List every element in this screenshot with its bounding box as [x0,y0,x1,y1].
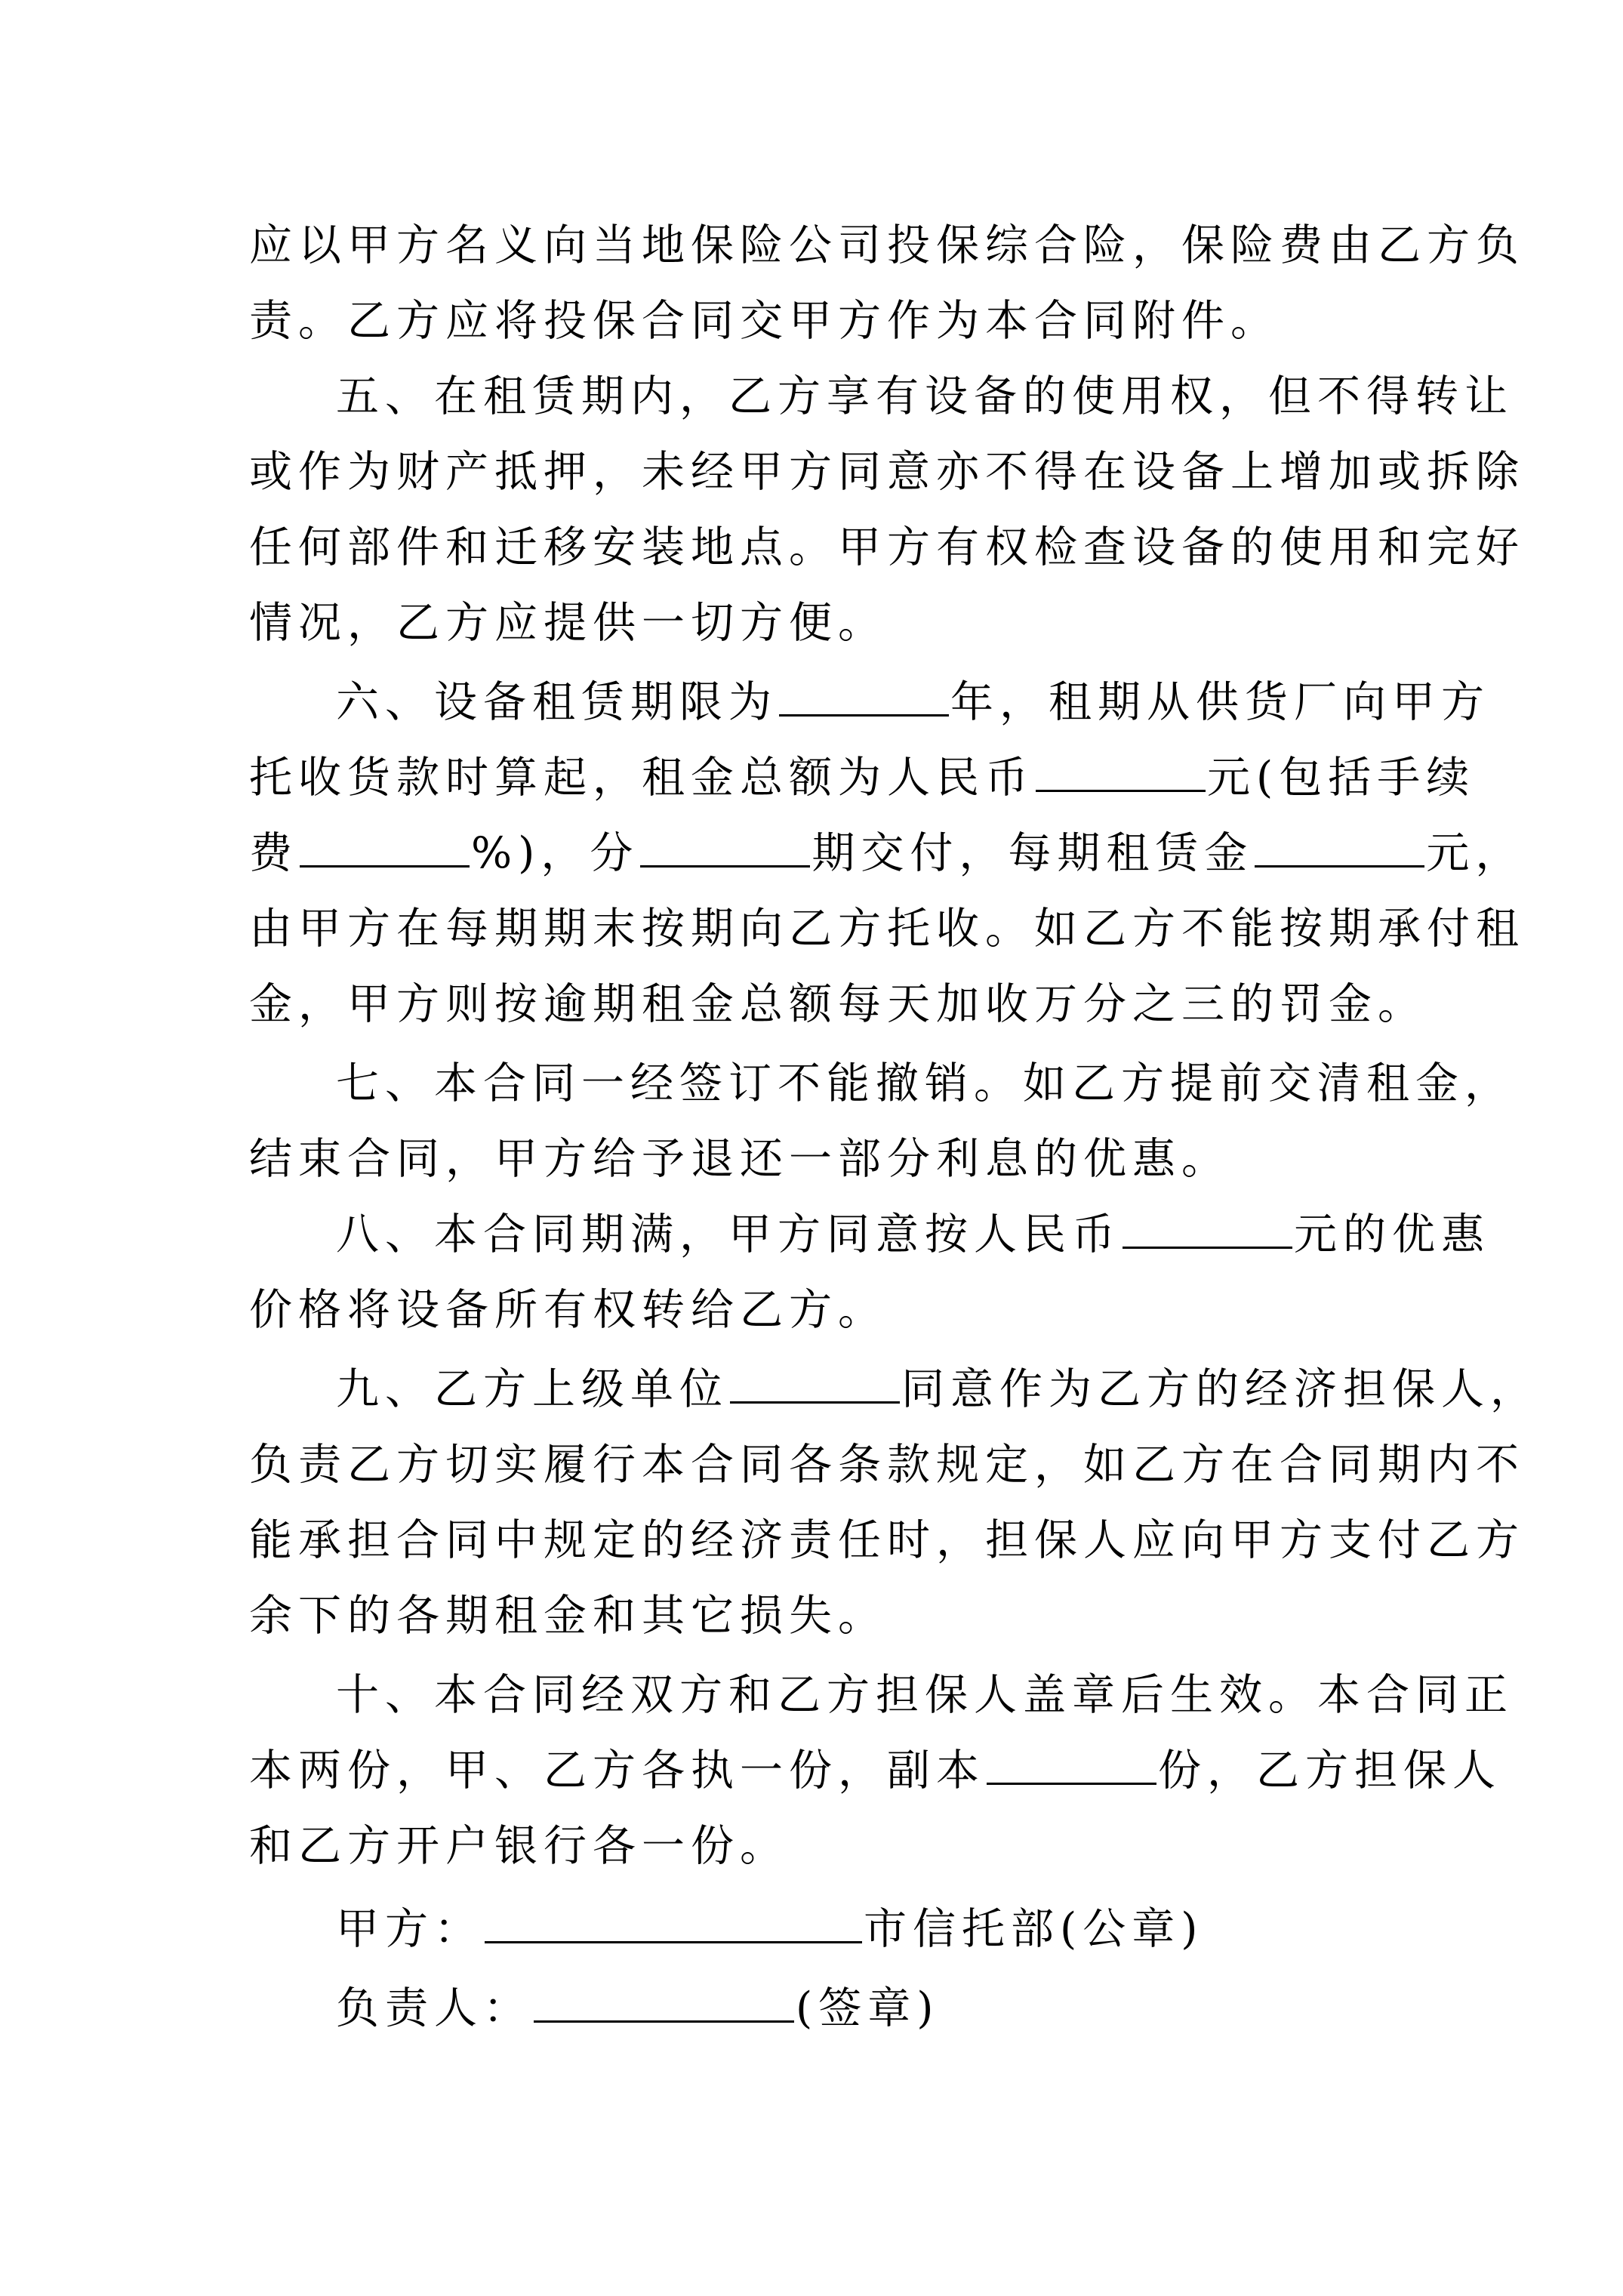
text-line [249,434,1525,510]
responsible-label: 负责人： [336,1983,532,2033]
text-span: 五、在租赁期内，乙方享有设备的使用权，但不得转让 [336,371,1514,421]
responsible-seal-label: (签章) [796,1983,940,2033]
text-line [249,1808,1397,1884]
text-line [249,891,1525,966]
party-a-label: 甲方： [336,1904,483,1954]
text-span: 同意作为乙方的经济担保人， [901,1364,1539,1414]
text-span: 十、本合同经双方和乙方担保人盖章后生效。本合同正 [336,1670,1514,1720]
clause-6-line [336,664,1490,740]
text-span: 应以甲方名义向当地保险公司投保综合险，保险费由乙方负 [249,220,1525,270]
text-line [249,1733,1501,1808]
text-line [249,1502,1525,1578]
text-span: 期交付，每期租赁金 [812,828,1254,878]
fill-in-blank [640,818,810,868]
clause-10-line [336,1657,1514,1733]
text-span: 费 [249,828,298,878]
text-span: %)，分 [471,828,639,878]
fill-in-blank [779,667,949,717]
party-a-signature-line [336,1891,1483,1967]
text-line [249,208,1525,283]
fill-in-blank [1123,1200,1292,1249]
party-a-seal-label: 市信托部(公章) [864,1904,1204,1954]
text-span: 结束合同，甲方给予退还一部分利息的优惠。 [249,1134,1230,1184]
text-line [249,966,1427,1042]
text-span: 八、本合同期满，甲方同意按人民币 [336,1210,1121,1259]
fill-in-blank [1255,818,1424,868]
text-line [249,1578,1397,1653]
text-line [249,585,1397,661]
text-line [249,815,1525,891]
fill-in-blank [485,1894,862,1943]
text-span: 余下的各期租金和其它损失。 [249,1591,887,1641]
text-line [249,1121,1397,1197]
text-span: 本两份，甲、乙方各执一份，副本 [249,1746,985,1795]
fill-in-blank [1036,743,1206,792]
text-span: 能承担合同中规定的经济责任时，担保人应向甲方支付乙方 [249,1515,1525,1565]
text-span: 由甲方在每期期末按期向乙方托收。如乙方不能按期承付租 [249,904,1525,954]
text-span: 元的优惠 [1294,1210,1490,1259]
fill-in-blank [730,1354,900,1404]
fill-in-blank [987,1736,1156,1785]
text-span: 情况，乙方应提供一切方便。 [249,598,887,648]
text-span: 元， [1426,828,1525,878]
text-line [249,1427,1525,1502]
clause-8-line [336,1197,1490,1272]
text-span: 九、乙方上级单位 [336,1364,728,1414]
text-span: 任何部件和迁移安装地点。甲方有权检查设备的使用和完好 [249,522,1525,572]
text-span: 托收货款时算起，租金总额为人民币 [249,753,1034,803]
responsible-signature-line [336,1971,1483,2046]
text-line [249,1272,1397,1348]
clause-7-line [336,1046,1514,1121]
fill-in-blank [300,818,470,868]
text-span: 六、设备租赁期限为 [336,677,778,727]
clause-9-line [336,1351,1539,1427]
text-span: 七、本合同一经签订不能撤销。如乙方提前交清租金， [336,1059,1514,1108]
text-span: 或作为财产抵押，未经甲方同意亦不得在设备上增加或拆除 [249,447,1525,497]
text-span: 金，甲方则按逾期租金总额每天加收万分之三的罚金。 [249,979,1427,1029]
text-span: 元(包括手续 [1207,753,1476,803]
text-line [249,510,1525,585]
text-span: 份，乙方担保人 [1158,1746,1501,1795]
text-line [249,740,1476,815]
text-line [249,283,1397,359]
fill-in-blank [534,1974,794,2023]
text-span: 和乙方开户银行各一份。 [249,1821,789,1871]
clause-5-line [336,359,1514,434]
text-span: 责。乙方应将投保合同交甲方作为本合同附件。 [249,296,1280,346]
text-span: 年，租期从供货厂向甲方 [950,677,1490,727]
text-span: 负责乙方切实履行本合同各条款规定，如乙方在合同期内不 [249,1440,1525,1490]
text-span: 价格将设备所有权转给乙方。 [249,1285,887,1335]
